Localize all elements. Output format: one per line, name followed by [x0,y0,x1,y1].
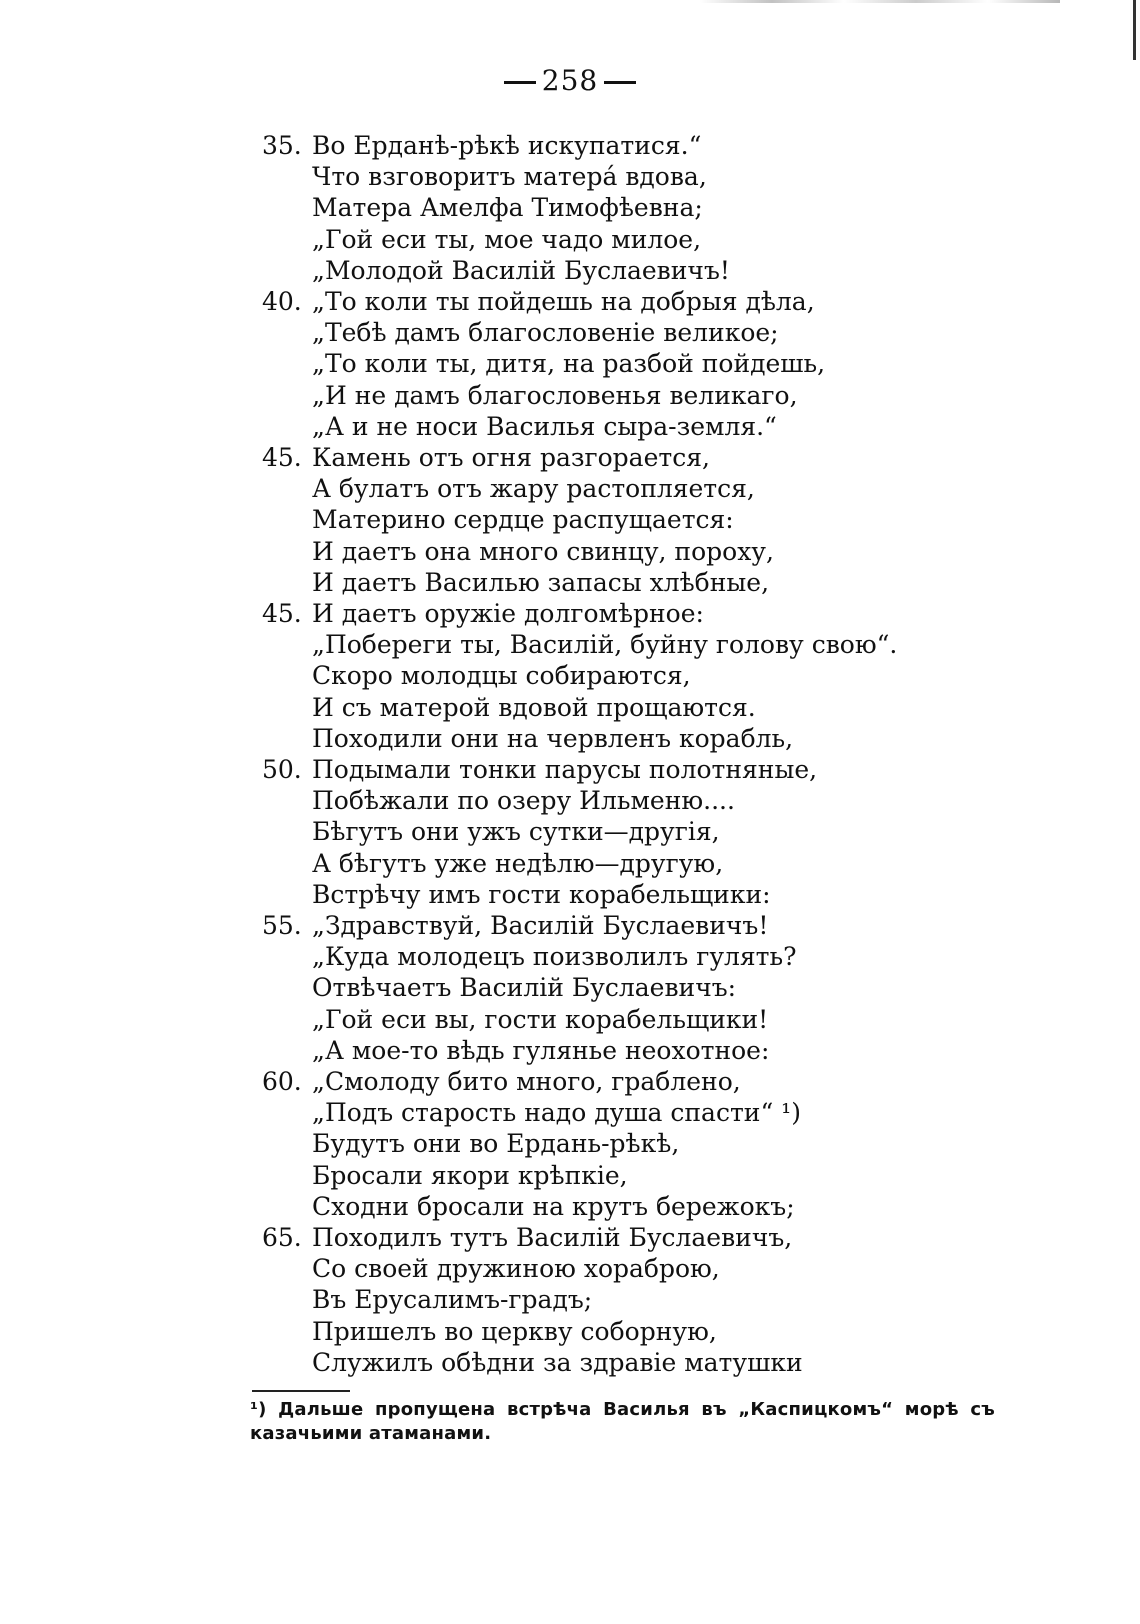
line-number: 45. [262,599,302,628]
line-text: И даетъ Василью запасы хлѣбные, [312,567,770,597]
line-text: „Молодой Василій Буслаевичъ! [312,255,730,285]
line-text: И даетъ она много свинцу, пороху, [312,536,774,566]
line-number: 50. [262,755,302,784]
line-text: „А и не носи Василья сыра-земля.“ [312,411,777,441]
line-text: „Тебѣ дамъ благословеніе великое; [312,318,779,348]
footnote-rule [252,1390,350,1392]
line-number: 55. [262,911,302,940]
dash-left [504,81,536,84]
line-text: А булатъ отъ жару растопляется, [312,474,755,504]
line-text: „То коли ты, дитя, на разбой пойдешь, [312,349,826,379]
dash-right [604,81,636,84]
line-text: „Смолоду бито много, граблено, [312,1067,741,1096]
line-text: Походилъ тутъ Василій Буслаевичъ, [312,1223,793,1252]
line-text: „Гой еси ты, мое чадо милое, [312,224,702,254]
line-text: А бѣгутъ уже недѣлю—другую, [312,848,724,878]
line-text: Матера Амелфа Тимофѣевна; [312,193,703,223]
line-text: Со своей дружиною хораброю, [312,1254,720,1284]
line-text: „Подъ старость надо душа спасти“ ¹) [312,1098,801,1128]
scan-artifact [700,0,1060,3]
page-number [0,64,1140,98]
line-text: Походили они на червленъ корабль, [312,723,794,753]
line-text: Пришелъ во церкву соборную, [312,1316,717,1346]
line-text: Материно сердце распущается: [312,505,734,535]
line-text: Будутъ они во Ердань-рѣкѣ, [312,1129,680,1159]
line-number: 45. [262,443,302,472]
line-number: 65. [262,1223,302,1252]
line-text: Отвѣчаетъ Василій Буслаевичъ: [312,973,737,1003]
line-text: Подымали тонки парусы полотняные, [312,755,818,784]
line-text: Побѣжали по озеру Ильменю.... [312,786,735,816]
line-text: „Побереги ты, Василій, буйну голову свою“. [312,630,898,660]
line-number: 35. [262,131,302,160]
line-text: „Куда молодецъ поизволилъ гулять? [312,942,797,972]
line-text: „То коли ты пойдешь на добрыя дѣла, [312,287,815,316]
page-edge-mark [1133,0,1136,60]
line-number: 60. [262,1067,302,1096]
line-text: Въ Ерусалимъ-градъ; [312,1285,593,1315]
line-text: Бросали якори крѣпкіе, [312,1160,628,1190]
footnote: ¹) Дальше пропущена встрѣча Василья въ „Каспицкомъ“ морѣ съ казачьими атаманами. [250,1399,995,1444]
line-number: 40. [262,287,302,316]
line-text: И съ матерой вдовой прощаются. [312,692,756,722]
line-text: И даетъ оружіе долгомѣрное: [312,599,704,628]
line-text: Служилъ обѣдни за здравіе матушки [312,1347,803,1377]
line-text: Что взговоритъ матера́ вдова, [312,162,707,192]
line-text: „А мое-то вѣдь гулянье неохотное: [312,1035,770,1065]
line-text: „Гой еси вы, гости корабельщики! [312,1004,769,1034]
line-text: Встрѣчу имъ гости корабельщики: [312,879,771,909]
page-number-value: 258 [541,64,599,97]
line-text: „Здравствуй, Василій Буслаевичъ! [312,911,769,940]
line-text: Камень отъ огня разгорается, [312,443,710,472]
line-text: „И не дамъ благословенья великаго, [312,380,798,410]
line-text: Бѣгутъ они ужъ сутки—другія, [312,817,720,847]
line-text: Сходни бросали на крутъ бережокъ; [312,1191,795,1221]
line-text: Во Ерданѣ-рѣкѣ искупатися.“ [312,131,702,160]
line-text: Скоро молодцы собираются, [312,661,691,691]
